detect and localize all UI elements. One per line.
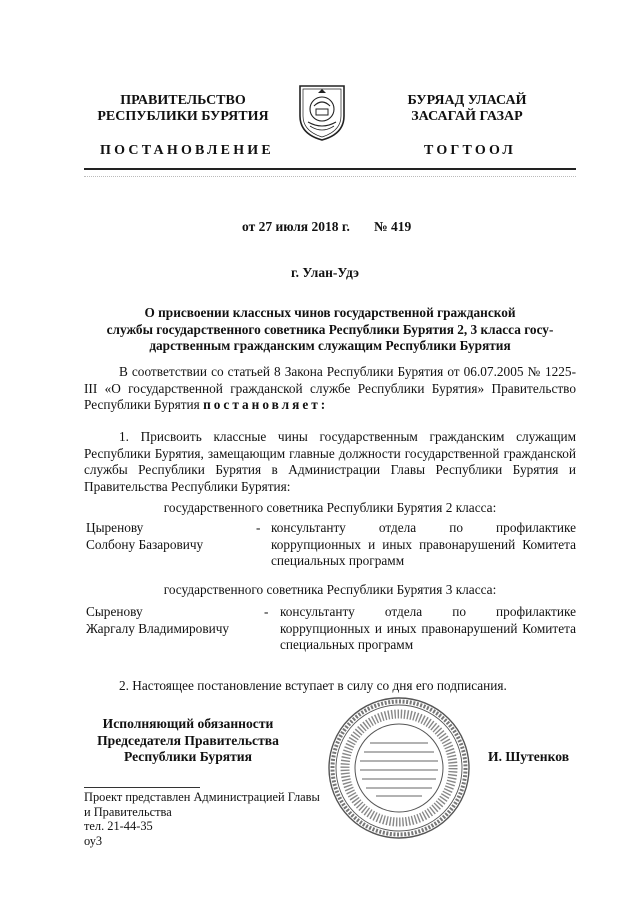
header-rule: [84, 168, 576, 170]
footer-phone: тел. 21-44-35: [84, 819, 153, 833]
rank2-name-line2: Солбону Базаровичу: [86, 536, 204, 552]
title-line3: дарственным гражданским служащим Республики Бурятия: [149, 338, 511, 354]
signatory-name: И. Шутенков: [488, 749, 570, 764]
rank2-name: [86, 520, 256, 553]
title-line2: службы государственного советника Республики Бурятия 2, 3 класса госу-: [106, 321, 554, 337]
document-city: г. Улан-Удэ: [291, 265, 359, 280]
signature-role: [84, 716, 292, 766]
rank3-position: консультанту отдела по профилактике коррупционных и иных правонарушений Комитета специальных программ: [280, 604, 576, 653]
coat-of-arms-emblem: [296, 82, 348, 142]
signature-role-line3: Республики Бурятия: [123, 749, 252, 765]
signature-role-line1: Исполняющий обязанности: [102, 716, 274, 731]
header-dotted-rule: [84, 176, 576, 177]
header-right-line1: БУРЯАД УЛАСАЙ: [407, 93, 527, 108]
footer-note: [84, 790, 320, 848]
rank3-name-line1: Сыренову: [86, 604, 143, 619]
footer-line1: Проект представлен Администрацией Главы: [84, 790, 320, 804]
signature-role-line2: Председателя Правительства: [97, 732, 279, 748]
rank2-heading: государственного советника Республики Бурятия 2 класса:: [163, 500, 497, 515]
official-stamp: [326, 696, 472, 840]
document-title: [84, 305, 576, 355]
doctype-right: ТОГТООЛ: [423, 143, 517, 158]
rank3-name-line2: Жаргалу Владимировичу: [86, 620, 230, 636]
rank3-dash: -: [264, 604, 269, 619]
title-line1: О присвоении классных чинов государственной гражданской: [144, 305, 516, 320]
footer-line2: и Правительства: [84, 804, 172, 819]
rank3-heading: государственного советника Республики Бурятия 3 класса:: [163, 582, 497, 597]
item1-paragraph: 1. Присвоить классные чины государственным гражданским служащим Республики Бурятия, замещающим главные должности государственной гражданской службы Республики Бурятия в Администрации Главы Республики Бурятия и Правительства Республики Бурятия:: [84, 429, 576, 494]
item2-paragraph: 2. Настоящее постановление вступает в силу со дня его подписания.: [119, 678, 507, 693]
header-left-line1: ПРАВИТЕЛЬСТВО: [120, 93, 246, 108]
rank2-name-line1: Цыренову: [86, 520, 144, 535]
preamble-emphasis: постановляет:: [203, 397, 329, 413]
footer-code: оу3: [84, 833, 103, 848]
preamble-paragraph: [84, 364, 576, 414]
doctype-left: ПОСТАНОВЛЕНИЕ: [100, 143, 274, 158]
document-date: от 27 июля 2018 г.: [242, 219, 350, 234]
rank2-position: консультанту отдела по профилактике коррупционных и иных правонарушений Комитета специальных программ: [271, 520, 576, 569]
header-left-line2: РЕСПУБЛИКИ БУРЯТИЯ: [97, 109, 269, 124]
footer-rule: [84, 787, 200, 788]
rank3-name: [86, 604, 269, 637]
document-number: № 419: [374, 219, 412, 234]
preamble-text: В соответствии со статьей 8 Закона Республики Бурятия от 06.07.2005 № 1225-III «О государственной гражданской службе Республики Бурятия» Правительство Республики Бурятия: [84, 364, 576, 413]
rank2-dash: -: [256, 520, 261, 535]
header-right-line2: ЗАСАГАЙ ГАЗАР: [411, 109, 523, 124]
